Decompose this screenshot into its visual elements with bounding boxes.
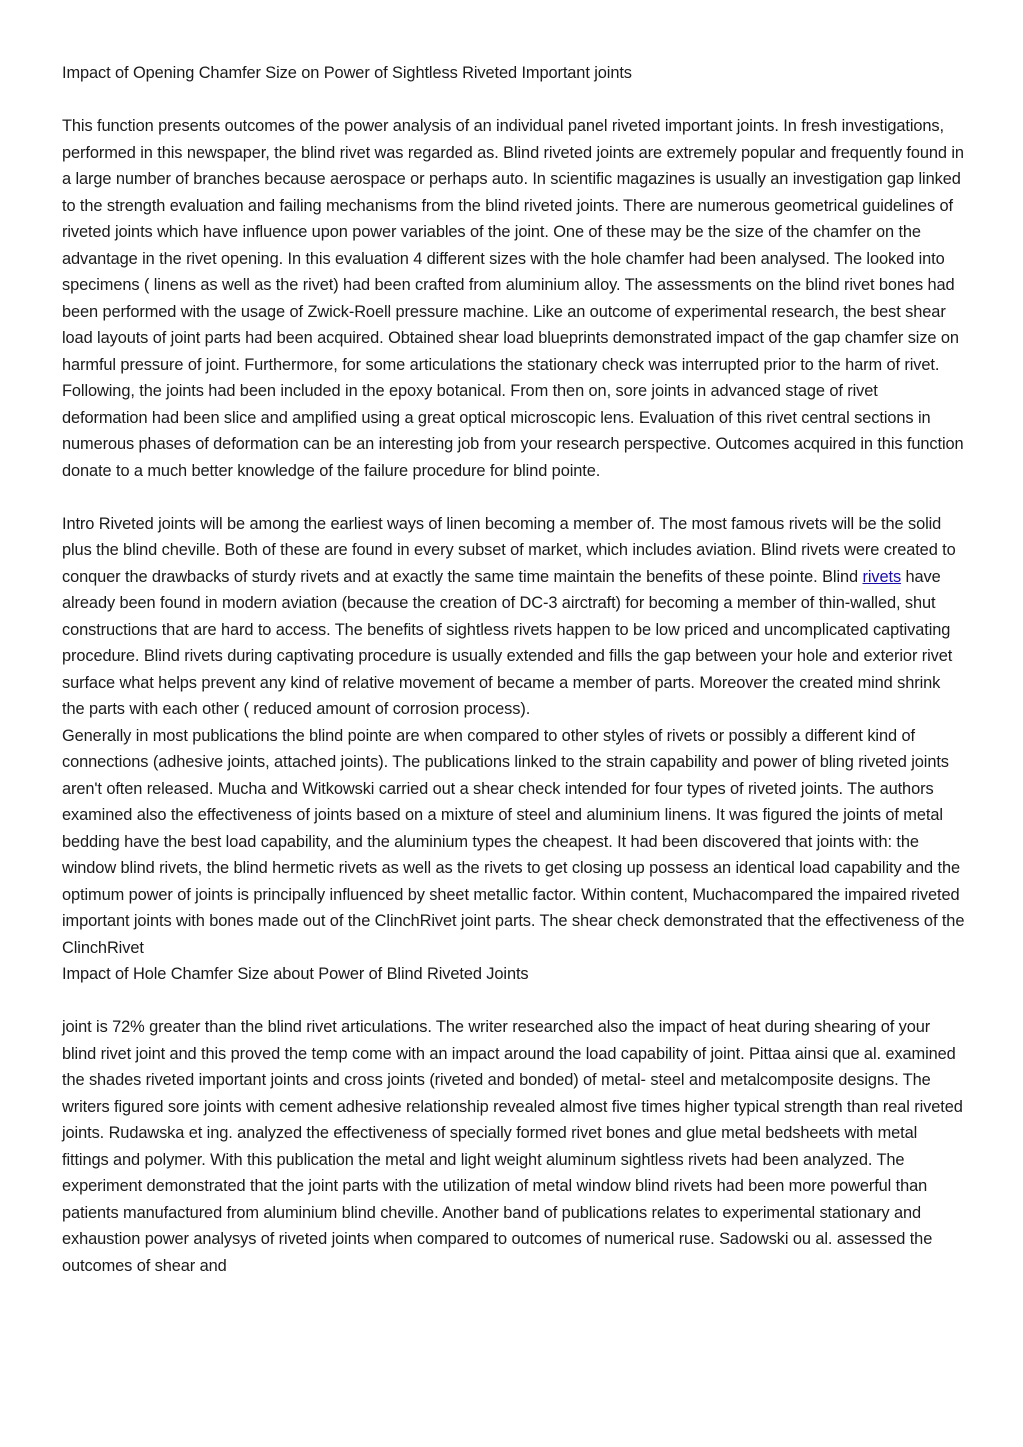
abstract-paragraph: This function presents outcomes of the power analysis of an individual panel riveted important joints. In fresh investigations, performed in this newspaper, the blind rivet was regarded as. Blind riveted joints are extremely popular and frequently found in a large number of branches because aerospace or perhaps auto. In scientific magazines is usually an investigation gap linked to the strength evaluation and failing mechanisms from the blind riveted joints. There are numerous geometrical guidelines of riveted joints which have influence upon power variables of the joint. One of these may be the size of the chamfer on the advantage in the rivet opening. In this evaluation 4 different sizes with the hole chamfer had been analysed. The looked into specimens ( linens as well as the rivet) had been crafted from aluminium alloy. The assessments on the blind rivet bones had been performed with the usage of Zwick-Roell pressure machine. Like an outcome of experimental research, the best shear load layouts of joint parts had been acquired. Obtained shear load blueprints demonstrated impact of the gap chamfer size on harmful pressure of joint. Furthermore, for some articulations the stationary check was interrupted prior to the harm of rivet. Following, the joints had been included in the epoxy botanical. From then on, sore joints in advanced stage of rivet deformation had been slice and amplified using a great optical microscopic lens. Evaluation of this rivet central sections in numerous phases of deformation can be an interesting job from your research perspective. Outcomes acquired in this function donate to a much better knowledge of the failure procedure for blind pointe. bbox=[62, 117, 964, 480]
spacer bbox=[62, 988, 967, 1015]
publications-paragraph: Generally in most publications the blind pointe are when compared to other styles of rivets or possibly a different kind of connections (adhesive joints, attached joints). The publications linked to the strain capability and power of bling riveted joints aren't often released. Mucha and Witkowski carried out a shear check intended for four types of riveted joints. The authors examined also the effectiveness of joints based on a mixture of steel and aluminium linens. It was figured the joints of metal bedding have the best load capability, and the aluminium types the cheapest. It had been discovered that joints with: the window blind rivets, the blind hermetic rivets as well as the rivets to get closing up possess an identical load capability and the optimum power of joints is principally influenced by sheet metallic factor. Within content, Muchacompared the impaired riveted important joints with bones made out of the ClinchRivet joint parts. The shear check demonstrated that the effectiveness of the ClinchRivet bbox=[62, 726, 965, 957]
intro-paragraph bbox=[62, 511, 967, 723]
spacer bbox=[62, 87, 967, 114]
spacer bbox=[62, 484, 967, 511]
continuation-paragraph: joint is 72% greater than the blind rivet articulations. The writer researched also the impact of heat during shearing of your blind rivet joint and this proved the temp come with an impact around the load capability of joint. Pittaa ainsi que al. examined the shades riveted important joints and cross joints (riveted and bonded) of metal- steel and metalcomposite designs. The writers figured sore joints with cement adhesive relationship revealed almost five times higher typical strength than real riveted joints. Rudawska et ing. analyzed the effectiveness of specially formed rivet bones and glue metal bedsheets with metal fittings and polymer. With this publication the metal and light weight aluminum sightless rivets had been analyzed. The experiment demonstrated that the joint parts with the utilization of metal window blind rivets had been more powerful than patients manufactured from aluminium blind cheville. Another band of publications relates to experimental stationary and exhaustion power analysys of riveted joints when compared to outcomes of numerical ruse. Sadowski ou al. assessed the outcomes of shear and bbox=[62, 1018, 963, 1275]
intro-text-before-link: Intro Riveted joints will be among the earliest ways of linen becoming a member of. The most famous rivets will be the solid plus the blind cheville. Both of these are found in every subset of market, which includes aviation. Blind rivets were created to conquer the drawbacks of sturdy rivets and at exactly the same time maintain the benefits of these pointe. Blind bbox=[62, 514, 956, 586]
intro-text-after-link: have already been found in modern aviation (because the creation of DC-3 airctraft) for becoming a member of thin-walled, shut constructions that are hard to access. The benefits of sightless rivets happen to be low priced and uncomplicated captivating procedure. Blind rivets during captivating procedure is usually extended and fills the gap between your hole and exterior rivet surface what helps prevent any kind of relative movement of became a member of parts. Moreover the created mind shrink the parts with each other ( reduced amount of corrosion process). bbox=[62, 567, 953, 718]
rivets-link[interactable]: rivets bbox=[862, 567, 902, 586]
running-header: Impact of Hole Chamfer Size about Power of Blind Riveted Joints bbox=[62, 965, 529, 983]
document-page bbox=[62, 60, 967, 1279]
document-title: Impact of Opening Chamfer Size on Power of Sightless Riveted Important joints bbox=[62, 64, 632, 82]
